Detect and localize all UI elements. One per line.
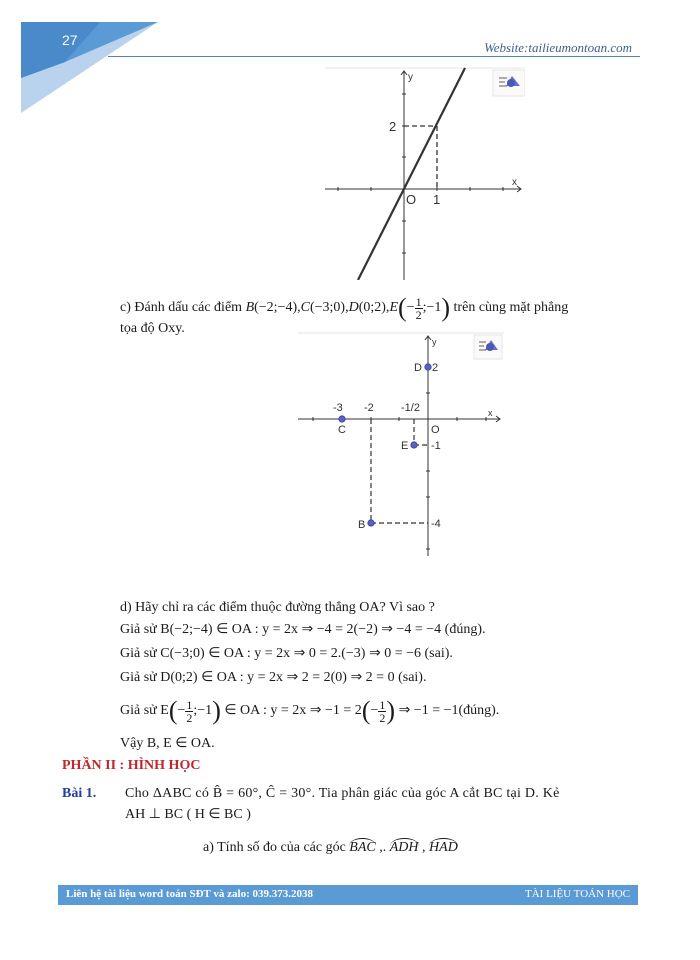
svg-text:O: O xyxy=(431,424,440,436)
svg-text:B: B xyxy=(358,519,366,531)
svg-text:E: E xyxy=(401,440,409,452)
point-c xyxy=(339,416,345,422)
svg-text:x: x xyxy=(512,177,517,188)
style-bar-toggle-icon[interactable] xyxy=(474,335,502,359)
exercise-1-line2: AH ⊥ BC ( H ∈ BC ) xyxy=(125,807,251,822)
svg-text:-2: -2 xyxy=(364,402,374,414)
footer-bar xyxy=(58,885,638,905)
website-label: Website:tailieumontoan.com xyxy=(484,40,632,55)
part-c-line1: c) Đánh dấu các điểm B(−2;−4),C(−3;0),D(0;2),E(− $\frac{1}{2}$ ;−1) trên cùng mặt phẳng xyxy=(120,293,569,322)
svg-text:-1/2: -1/2 xyxy=(401,402,420,414)
point-d xyxy=(425,364,431,370)
part-d-line-c: Giả sử C(−3;0) ∈ OA : y = 2x ⇒ 0 = 2.(−3) ⇒ 0 = −6 (sai). xyxy=(120,646,453,661)
style-bar-toggle-icon[interactable] xyxy=(493,70,525,96)
graph-y-equals-2x xyxy=(325,66,525,280)
footer-brand: TÀI LIỆU TOÁN HỌC xyxy=(525,888,630,900)
section-title-geometry: PHẦN II : HÌNH HỌC xyxy=(62,758,201,773)
svg-text:-3: -3 xyxy=(333,402,343,414)
point-b xyxy=(368,520,374,526)
svg-text:-4: -4 xyxy=(431,518,441,530)
header-divider xyxy=(108,56,640,57)
footer-contact: Liên hệ tài liệu word toán SĐT và zalo: 039.373.2038 xyxy=(66,888,314,900)
graph-points-bcde xyxy=(298,332,504,556)
exercise-1-line1: Cho ΔABC có B̂ = 60°, Ĉ = 30°. Tia phân giác của góc A cắt BC tại D. Kẻ xyxy=(125,786,560,801)
exercise-label: Bài 1. xyxy=(62,786,97,801)
svg-text:O: O xyxy=(406,192,417,207)
svg-text:-1: -1 xyxy=(431,440,441,452)
part-d-conclusion: Vậy B, E ∈ OA. xyxy=(120,736,215,751)
part-c-line2: tọa độ Oxy. xyxy=(120,321,185,336)
page-number: 27 xyxy=(62,32,78,48)
part-d-line-d: Giả sử D(0;2) ∈ OA : y = 2x ⇒ 2 = 2(0) ⇒ 2 = 0 (sai). xyxy=(120,670,427,685)
exercise-1-part-a: a) Tính số đo của các góc BAC ,. ADH , HAD xyxy=(203,840,458,855)
svg-text:2: 2 xyxy=(389,119,397,134)
point-e xyxy=(411,442,417,448)
svg-text:1: 1 xyxy=(433,192,441,207)
svg-text:x: x xyxy=(488,408,493,418)
header-corner-decoration xyxy=(0,0,170,120)
svg-text:y: y xyxy=(432,337,437,347)
svg-text:2: 2 xyxy=(432,362,439,374)
svg-text:C: C xyxy=(338,424,346,436)
part-d-question: d) Hãy chỉ ra các điểm thuộc đường thẳng OA? Vì sao ? xyxy=(120,600,435,615)
svg-text:D: D xyxy=(414,362,422,374)
svg-text:y: y xyxy=(408,72,413,83)
part-d-line-b: Giả sử B(−2;−4) ∈ OA : y = 2x ⇒ −4 = 2(−2) ⇒ −4 = −4 (đúng). xyxy=(120,622,486,637)
part-d-line-e: Giả sử E(− $\frac{1}{2}$ ;−1) ∈ OA : y = 2x ⇒ −1 = 2(− $\frac{1}{2}$ ) ⇒ −1 = −1(đúng). xyxy=(120,696,500,725)
